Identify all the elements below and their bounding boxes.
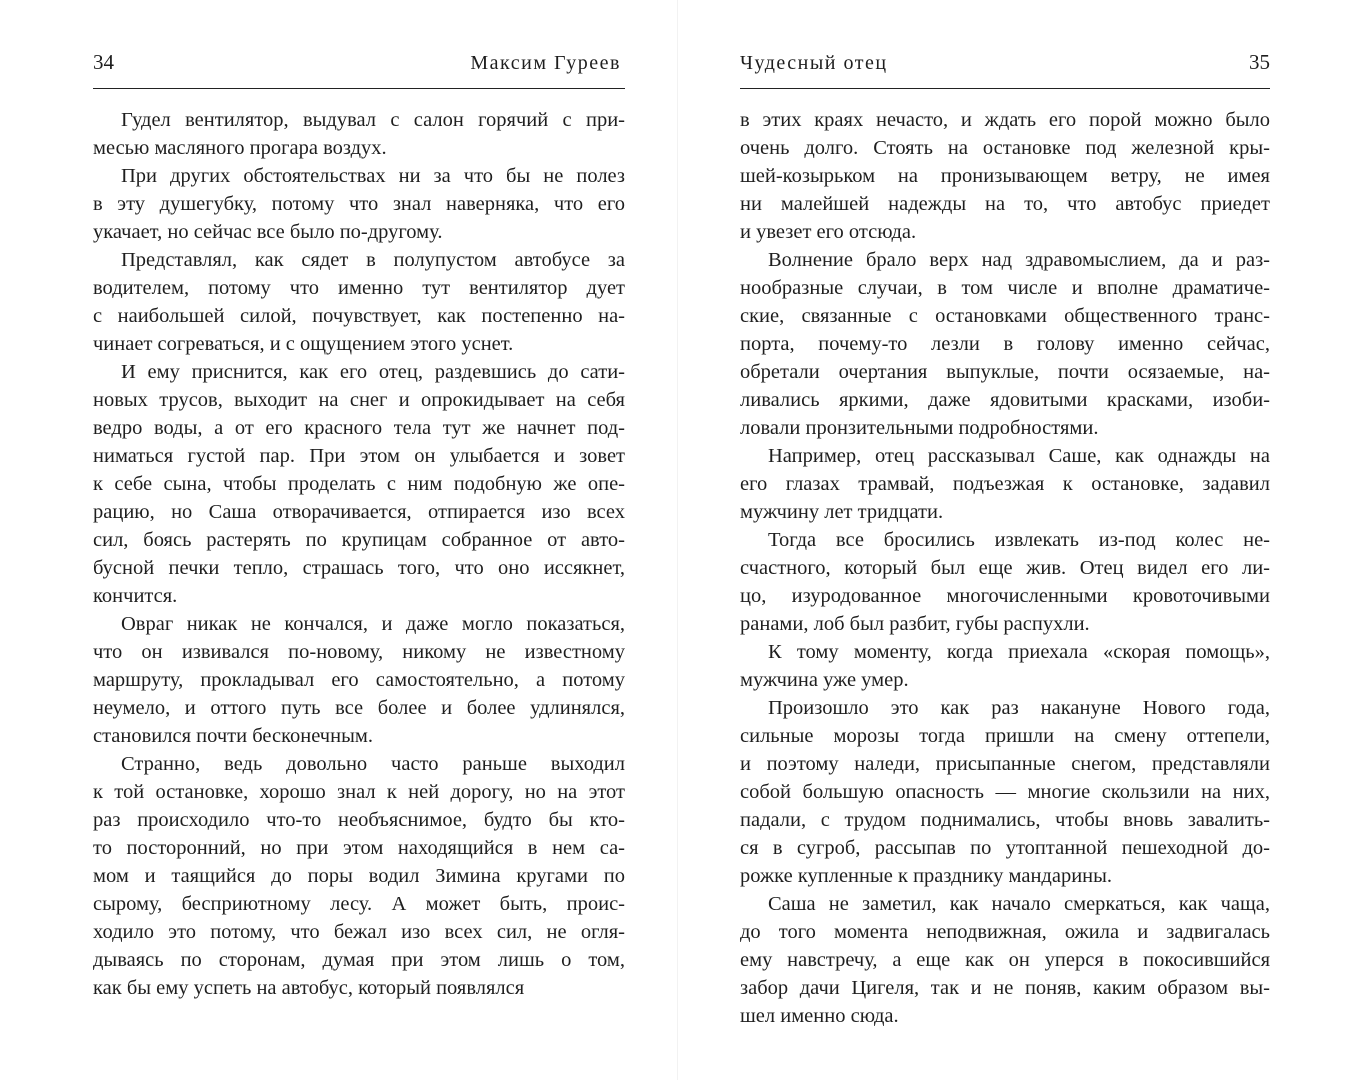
text-line: собой большую опасность — многие скользили на них, [740, 781, 1270, 803]
text-line: шел именно сюда. [740, 1005, 899, 1027]
paragraph [740, 890, 1270, 1030]
text-line: к себе сына, чтобы проделать с ним подобную же опе- [93, 473, 625, 495]
text-line: Овраг никак не кончался, и даже могло показаться, [121, 613, 625, 635]
text-line: ранами, лоб был разбит, губы распухли. [740, 613, 1090, 635]
text-line: ливались яркими, даже ядовитыми красками, изоби- [740, 389, 1270, 411]
paragraph [740, 526, 1270, 638]
text-line: его глазах трамвай, подъезжая к остановке, задавил [740, 473, 1270, 495]
text-line: неумело, и оттого путь все более и более удлинялся, [93, 697, 625, 719]
text-line: Например, отец рассказывал Саше, как однажды на [768, 445, 1270, 467]
text-line: цо, изуродованное многочисленными кровоточивыми [740, 585, 1270, 607]
text-line: дываясь по сторонам, думая при этом лишь о том, [93, 949, 625, 971]
text-line: Произошло это как раз накануне Нового года, [768, 697, 1270, 719]
text-line: Волнение брало верх над здравомыслием, да и раз- [768, 249, 1270, 271]
text-line: в этих краях нечасто, и ждать его порой можно было [740, 109, 1270, 131]
text-line: и увезет его отсюда. [740, 221, 917, 243]
text-line: ходило это потому, что бежал изо всех сил, не огля- [93, 921, 625, 943]
text-line: до того момента неподвижная, ожила и задвигалась [740, 921, 1270, 943]
text-line: маршруту, прокладывал его самостоятельно, а потому [93, 669, 625, 691]
text-line: забор дачи Цигеля, так и не поняв, каким образом вы- [740, 977, 1270, 999]
text-line: мужчина уже умер. [740, 669, 909, 691]
text-line: и поэтому наледи, присыпанные снегом, представляли [740, 753, 1270, 775]
text-line: При других обстоятельствах ни за что бы не полез [121, 165, 625, 187]
text-line: Гудел вентилятор, выдувал с салон горячий с при- [121, 109, 625, 131]
text-line: ни малейшей надежды на то, что автобус приедет [740, 193, 1270, 215]
text-line: сильные морозы тогда пришли на смену оттепели, [740, 725, 1270, 747]
text-line: ниматься густой пар. При этом он улыбается и зовет [93, 445, 625, 467]
text-line: кончится. [93, 585, 178, 607]
text-line: падали, с трудом поднимались, чтобы вновь завалить- [740, 809, 1270, 831]
text-line: водителем, потому что именно тут вентилятор дует [93, 277, 625, 299]
text-line: шей-козырьком на пронизывающем ветру, не имея [740, 165, 1270, 187]
text-line: нообразные случаи, в том числе и вполне драматиче- [740, 277, 1270, 299]
text-line: К тому моменту, когда приехала «скорая помощь», [768, 641, 1270, 663]
paragraph [93, 246, 625, 358]
text-line: сырому, бесприютному лесу. А может быть, проис- [93, 893, 625, 915]
running-head-title: Чудесный отец [740, 52, 888, 74]
running-head-author: Максим Гуреев [470, 52, 621, 74]
text-line: чинает согреваться, и с ощущением этого уснет. [93, 333, 514, 355]
text-line: рацию, но Саша отворачивается, отпирается изо всех [93, 501, 625, 523]
text-line: раз происходило что-то необъяснимое, будто бы кто- [93, 809, 625, 831]
text-line: Тогда все бросились извлекать из-под колес не- [768, 529, 1270, 551]
paragraph [93, 106, 625, 162]
text-line: сил, боясь растерять по крупицам собранное от авто- [93, 529, 625, 551]
text-line: ловали пронзительными подробностями. [740, 417, 1099, 439]
text-line: ему навстречу, а еще как он уперся в покосившийся [740, 949, 1270, 971]
text-line: в эту душегубку, потому что знал наверняка, что его [93, 193, 625, 215]
header-rule [740, 88, 1270, 89]
text-line: как бы ему успеть на автобус, который появлялся [93, 977, 525, 999]
text-line: бусной печки тепло, страшась того, что оно иссякнет, [93, 557, 625, 579]
text-line: Представлял, как сядет в полупустом автобусе за [121, 249, 625, 271]
paragraph [740, 442, 1270, 526]
text-line: то посторонний, но при этом находящийся в нем са- [93, 837, 625, 859]
right-page-header [740, 50, 1270, 80]
text-line: Странно, ведь довольно часто раньше выходил [121, 753, 625, 775]
page-number: 35 [1249, 50, 1270, 74]
paragraph [740, 106, 1270, 246]
text-line: И ему приснится, как его отец, раздевшись до сати- [121, 361, 625, 383]
left-page-header [93, 50, 625, 80]
paragraph [93, 610, 625, 750]
text-line: месью масляного прогара воздух. [93, 137, 387, 159]
text-line: ведро воды, а от его красного тела тут же начнет под- [93, 417, 625, 439]
text-line: новых трусов, выходит на снег и опрокидывает на себя [93, 389, 625, 411]
text-line: обретали очертания выпуклые, почти осязаемые, на- [740, 361, 1270, 383]
paragraph [93, 358, 625, 610]
page-number: 34 [93, 50, 114, 74]
text-line: ся в сугроб, рассыпав по утоптанной пешеходной до- [740, 837, 1270, 859]
header-rule [93, 88, 625, 89]
left-page-body [93, 106, 625, 1002]
paragraph [740, 694, 1270, 890]
text-line: порта, почему-то лезли в голову именно сейчас, [740, 333, 1270, 355]
text-line: к той остановке, хорошо знал к ней дорогу, но на этот [93, 781, 625, 803]
paragraph [740, 246, 1270, 442]
text-line: что он извивался по-новому, никому не известному [93, 641, 625, 663]
text-line: рожке купленные к празднику мандарины. [740, 865, 1113, 887]
paragraph [93, 162, 625, 246]
text-line: ские, связанные с остановками общественного транс- [740, 305, 1270, 327]
text-line: становился почти бесконечным. [93, 725, 373, 747]
paragraph [740, 638, 1270, 694]
book-gutter [677, 0, 678, 1080]
text-line: очень долго. Стоять на остановке под железной кры- [740, 137, 1270, 159]
text-line: укачает, но сейчас все было по-другому. [93, 221, 443, 243]
paragraph [93, 750, 625, 1002]
text-line: счастного, который был еще жив. Отец видел его ли- [740, 557, 1270, 579]
text-line: Саша не заметил, как начало смеркаться, как чаща, [768, 893, 1270, 915]
text-line: мом и таящийся до поры водил Зимина кругами по [93, 865, 625, 887]
right-page-body [740, 106, 1270, 1030]
text-line: мужчину лет тридцати. [740, 501, 944, 523]
text-line: с наибольшей силой, почувствует, как постепенно на- [93, 305, 625, 327]
